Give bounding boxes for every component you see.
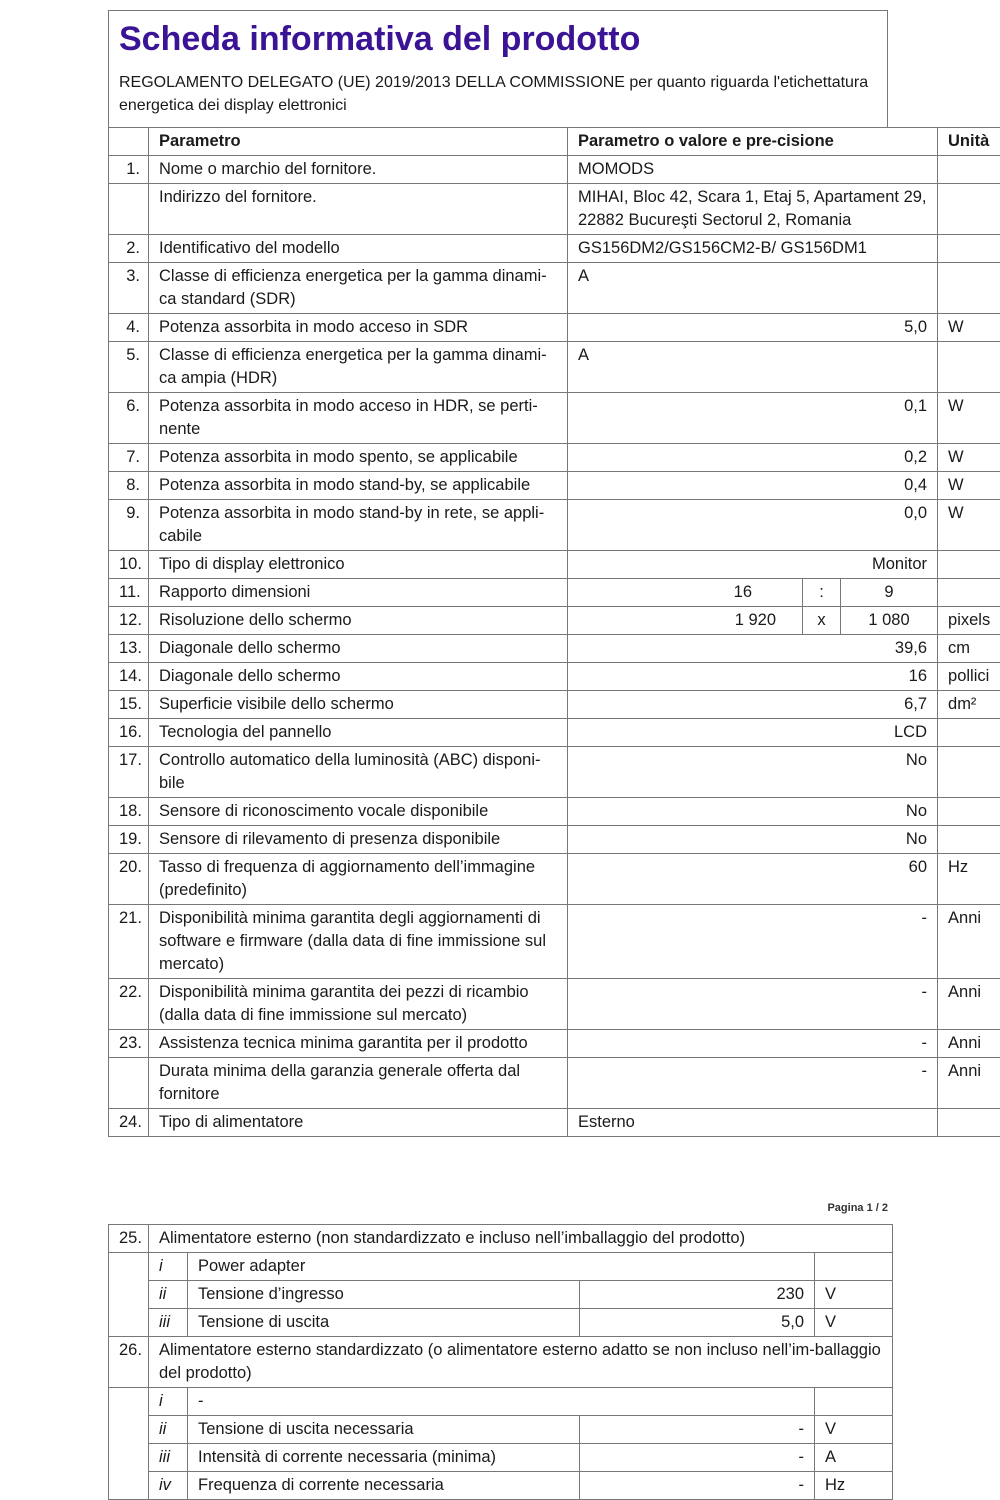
row-value: 39,6	[568, 635, 938, 663]
row-number: 11.	[109, 579, 149, 607]
row-value: A	[568, 342, 938, 393]
row-parameter: Tensione di uscita necessaria	[188, 1416, 580, 1444]
row-value: 0,1	[568, 393, 938, 444]
table-row	[109, 500, 1000, 551]
row-value: No	[568, 798, 938, 826]
row-unit: dm²	[938, 691, 1000, 719]
row-unit: W	[938, 393, 1000, 444]
row-unit	[938, 798, 1000, 826]
row-number: 17.	[109, 747, 149, 798]
row-number	[109, 1058, 149, 1109]
row-number: 18.	[109, 798, 149, 826]
row-value: GS156DM2/GS156CM2-B/ GS156DM1	[568, 235, 938, 263]
row-parameter: Risoluzione dello schermo	[149, 607, 568, 635]
table-row	[109, 1225, 893, 1253]
table-row	[109, 1030, 1000, 1058]
table-row	[109, 607, 1000, 635]
row-value: Esterno	[568, 1109, 938, 1137]
table-row	[109, 1444, 893, 1472]
row-parameter: Tensione di uscita	[188, 1309, 580, 1337]
row-parameter: Identificativo del modello	[149, 235, 568, 263]
row-number: 20.	[109, 854, 149, 905]
row-value: LCD	[568, 719, 938, 747]
table-row	[109, 263, 1000, 314]
row-unit: Anni	[938, 979, 1000, 1030]
row-title: Alimentatore esterno (non standardizzato e incluso nell’imballaggio del prodotto)	[149, 1225, 893, 1253]
row-number	[109, 184, 149, 235]
row-value: No	[568, 826, 938, 854]
row-value: 6,7	[568, 691, 938, 719]
table-row	[109, 444, 1000, 472]
table-row	[109, 1472, 893, 1500]
row-title: Alimentatore esterno standardizzato (o alimentatore esterno adatto se non incluso nell’im-ballaggio del prodotto)	[149, 1337, 893, 1388]
parameters-table	[108, 127, 1000, 1137]
header-number	[109, 128, 149, 156]
row-number: 22.	[109, 979, 149, 1030]
row-parameter: Sensore di rilevamento di presenza disponibile	[149, 826, 568, 854]
table-row	[109, 798, 1000, 826]
row-number: 19.	[109, 826, 149, 854]
row-unit: W	[938, 500, 1000, 551]
row-parameter: Classe di efficienza energetica per la gamma dinami-ca ampia (HDR)	[149, 342, 568, 393]
row-roman: iv	[149, 1472, 188, 1500]
row-number: 14.	[109, 663, 149, 691]
row-number: 2.	[109, 235, 149, 263]
row-parameter: Nome o marchio del fornitore.	[149, 156, 568, 184]
table-row	[109, 314, 1000, 342]
table-row	[109, 551, 1000, 579]
row-parameter: Classe di efficienza energetica per la gamma dinami-ca standard (SDR)	[149, 263, 568, 314]
row-value: 16	[568, 663, 938, 691]
row-number: 23.	[109, 1030, 149, 1058]
row-parameter: Diagonale dello schermo	[149, 663, 568, 691]
row-unit: V	[815, 1281, 893, 1309]
row-unit	[815, 1388, 893, 1416]
table-row	[109, 979, 1000, 1030]
table-row	[109, 393, 1000, 444]
row-unit	[938, 235, 1000, 263]
row-value: -	[580, 1472, 815, 1500]
table-row	[109, 235, 1000, 263]
row-parameter: Assistenza tecnica minima garantita per il prodotto	[149, 1030, 568, 1058]
row-unit	[938, 579, 1000, 607]
row-unit: W	[938, 314, 1000, 342]
row-value: 60	[568, 854, 938, 905]
row-value-second: 1 080	[841, 607, 938, 635]
row-parameter: Rapporto dimensioni	[149, 579, 568, 607]
row-parameter: Tecnologia del pannello	[149, 719, 568, 747]
row-unit	[938, 342, 1000, 393]
table-row	[109, 579, 1000, 607]
row-number: 3.	[109, 263, 149, 314]
row-value: 5,0	[568, 314, 938, 342]
row-unit	[938, 184, 1000, 235]
table-row	[109, 1109, 1000, 1137]
table-header-row	[109, 128, 1000, 156]
sheet-header	[108, 10, 888, 127]
row-parameter: Disponibilità minima garantita dei pezzi di ricambio (dalla data di fine immissione sul mercato)	[149, 979, 568, 1030]
row-unit: W	[938, 444, 1000, 472]
row-parameter: Sensore di riconoscimento vocale disponibile	[149, 798, 568, 826]
row-value: No	[568, 747, 938, 798]
row-value: -	[568, 979, 938, 1030]
row-number: 4.	[109, 314, 149, 342]
row-value: 0,0	[568, 500, 938, 551]
row-parameter: Potenza assorbita in modo spento, se applicabile	[149, 444, 568, 472]
row-value: MIHAI, Bloc 42, Scara 1, Etaj 5, Apartament 29, 22882 Bucureşti Sectorul 2, Romania	[568, 184, 938, 235]
document-subtitle: REGOLAMENTO DELEGATO (UE) 2019/2013 DELLA COMMISSIONE per quanto riguarda l'etichettatura energetica dei display elettronici	[119, 74, 869, 114]
row-parameter: Diagonale dello schermo	[149, 635, 568, 663]
row-number: 1.	[109, 156, 149, 184]
row-roman: iii	[149, 1309, 188, 1337]
row-unit: Anni	[938, 905, 1000, 979]
table-row	[109, 691, 1000, 719]
row-number: 15.	[109, 691, 149, 719]
table-row	[109, 663, 1000, 691]
row-number: 10.	[109, 551, 149, 579]
row-number: 6.	[109, 393, 149, 444]
row-unit: pixels	[938, 607, 1000, 635]
row-unit	[938, 263, 1000, 314]
row-parameter: Tasso di frequenza di aggiornamento dell’immagine (predefinito)	[149, 854, 568, 905]
page-number: Pagina 1 / 2	[827, 1202, 888, 1214]
row-unit	[938, 551, 1000, 579]
row-value: MOMODS	[568, 156, 938, 184]
row-number: 7.	[109, 444, 149, 472]
row-value: -	[568, 1058, 938, 1109]
row-value-separator: :	[803, 579, 841, 607]
row-number: 9.	[109, 500, 149, 551]
row-parameter: Tensione d’ingresso	[188, 1281, 580, 1309]
row-value: Monitor	[568, 551, 938, 579]
row-roman: i	[149, 1388, 188, 1416]
row-unit	[938, 719, 1000, 747]
row-parameter: Potenza assorbita in modo stand-by, se applicabile	[149, 472, 568, 500]
product-info-sheet	[108, 10, 991, 1137]
row-parameter: Intensità di corrente necessaria (minima)	[188, 1444, 580, 1472]
table-row	[109, 156, 1000, 184]
row-unit: V	[815, 1309, 893, 1337]
row-parameter: Disponibilità minima garantita degli aggiornamenti di software e firmware (dalla data di fine immissione sul mercato)	[149, 905, 568, 979]
table-row	[109, 1416, 893, 1444]
row-parameter: Tipo di alimentatore	[149, 1109, 568, 1137]
row-value-second: 9	[841, 579, 938, 607]
row-unit: Hz	[938, 854, 1000, 905]
table-row	[109, 1058, 1000, 1109]
row-roman: ii	[149, 1416, 188, 1444]
row-parameter: Durata minima della garanzia generale offerta dal fornitore	[149, 1058, 568, 1109]
row-value-first: 16	[568, 579, 803, 607]
document-title: Scheda informativa del prodotto	[119, 20, 641, 58]
table-row	[109, 905, 1000, 979]
row-unit	[815, 1253, 893, 1281]
row-number: 21.	[109, 905, 149, 979]
row-value: 0,2	[568, 444, 938, 472]
row-value: 5,0	[580, 1309, 815, 1337]
row-roman: ii	[149, 1281, 188, 1309]
row-unit	[938, 156, 1000, 184]
row-parameter: Tipo di display elettronico	[149, 551, 568, 579]
row-value: -	[568, 1030, 938, 1058]
row-unit: Anni	[938, 1058, 1000, 1109]
row-unit: Anni	[938, 1030, 1000, 1058]
row-parameter: Controllo automatico della luminosità (ABC) disponi-bile	[149, 747, 568, 798]
table-row	[109, 747, 1000, 798]
row-number: 5.	[109, 342, 149, 393]
table-row	[109, 854, 1000, 905]
table-row	[109, 1309, 893, 1337]
row-value: 0,4	[568, 472, 938, 500]
table-row	[109, 472, 1000, 500]
row-number: 16.	[109, 719, 149, 747]
row-unit	[938, 826, 1000, 854]
power-supply-table	[108, 1224, 893, 1500]
header-valore: Parametro o valore e pre-cisione	[568, 128, 938, 156]
table-row	[109, 1281, 893, 1309]
row-number-empty	[109, 1253, 149, 1337]
table-row	[109, 826, 1000, 854]
table-row	[109, 1388, 893, 1416]
row-value-separator: x	[803, 607, 841, 635]
row-value: -	[580, 1416, 815, 1444]
row-parameter: Superficie visibile dello schermo	[149, 691, 568, 719]
row-roman: i	[149, 1253, 188, 1281]
row-value-first: 1 920	[568, 607, 803, 635]
row-unit: Hz	[815, 1472, 893, 1500]
row-parameter: Indirizzo del fornitore.	[149, 184, 568, 235]
row-number-empty	[109, 1388, 149, 1500]
table-row	[109, 1337, 893, 1388]
header-parametro: Parametro	[149, 128, 568, 156]
row-value: -	[580, 1444, 815, 1472]
row-parameter: -	[188, 1388, 815, 1416]
power-supply-section	[108, 1224, 892, 1500]
row-number: 8.	[109, 472, 149, 500]
header-unita: Unità	[938, 128, 1000, 156]
row-value: 230	[580, 1281, 815, 1309]
row-unit	[938, 747, 1000, 798]
row-value: -	[568, 905, 938, 979]
row-number: 12.	[109, 607, 149, 635]
row-unit: cm	[938, 635, 1000, 663]
row-parameter: Potenza assorbita in modo acceso in SDR	[149, 314, 568, 342]
row-number: 26.	[109, 1337, 149, 1388]
row-value: A	[568, 263, 938, 314]
row-parameter: Frequenza di corrente necessaria	[188, 1472, 580, 1500]
row-unit	[938, 1109, 1000, 1137]
table-row	[109, 342, 1000, 393]
table-row	[109, 184, 1000, 235]
row-parameter: Potenza assorbita in modo acceso in HDR, se perti-nente	[149, 393, 568, 444]
row-unit: pollici	[938, 663, 1000, 691]
row-unit: A	[815, 1444, 893, 1472]
row-roman: iii	[149, 1444, 188, 1472]
row-number: 13.	[109, 635, 149, 663]
row-number: 25.	[109, 1225, 149, 1253]
table-row	[109, 635, 1000, 663]
table-row	[109, 1253, 893, 1281]
row-parameter: Power adapter	[188, 1253, 815, 1281]
row-number: 24.	[109, 1109, 149, 1137]
row-unit: W	[938, 472, 1000, 500]
row-unit: V	[815, 1416, 893, 1444]
table-row	[109, 719, 1000, 747]
row-parameter: Potenza assorbita in modo stand-by in rete, se appli-cabile	[149, 500, 568, 551]
